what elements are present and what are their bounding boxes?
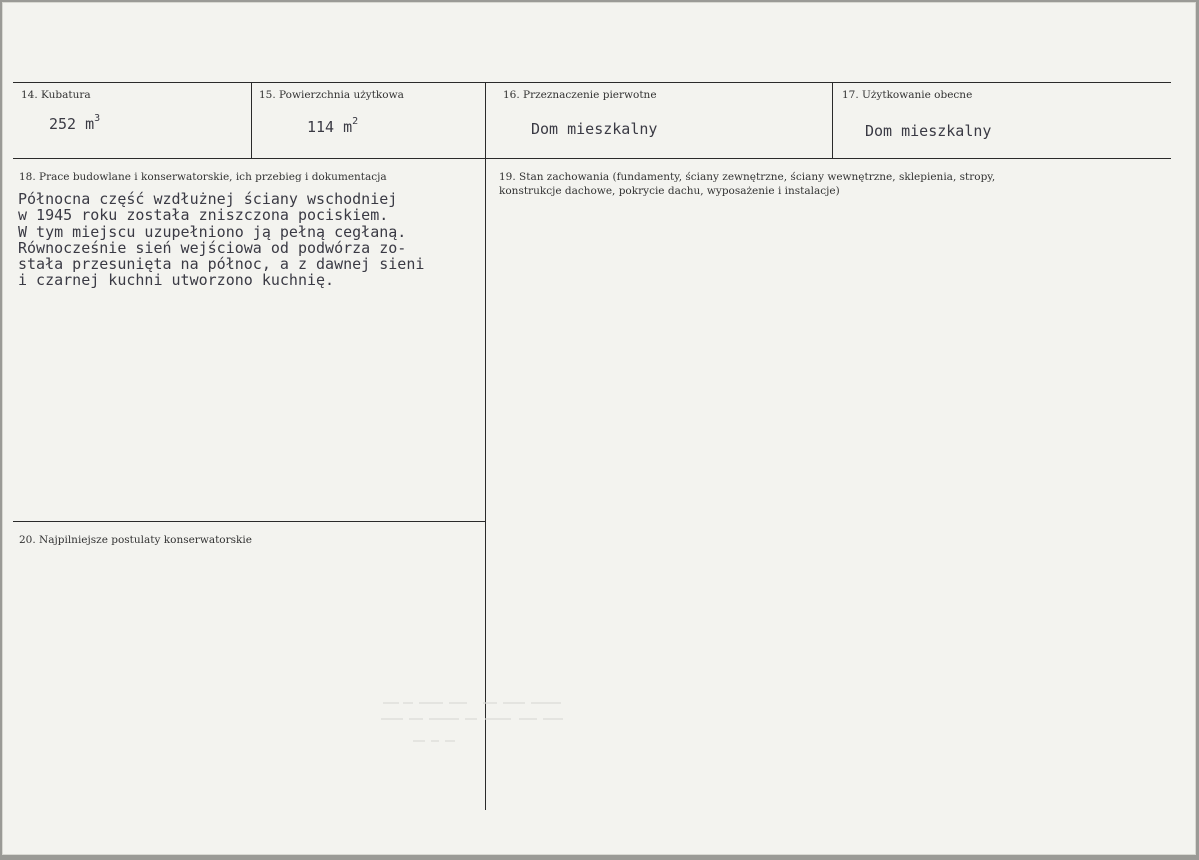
divider-16-17 — [832, 82, 833, 159]
field-14-value-text: 252 m — [49, 115, 95, 133]
field-17-value: Dom mieszkalny — [865, 122, 992, 140]
field-16-value: Dom mieszkalny — [531, 120, 658, 138]
field-19-label-line1: 19. Stan zachowania (fundamenty, ściany zewnętrzne, ściany wewnętrzne, sklepienia, stropy, — [499, 171, 996, 183]
field-16-label: 16. Przeznaczenie pierwotne — [503, 89, 657, 101]
field-18-label: 18. Prace budowlane i konserwatorskie, ich przebieg i dokumentacja — [19, 171, 387, 183]
section-18-20-rule — [13, 521, 486, 522]
field-14-value — [49, 115, 100, 133]
show-through-marks — [373, 695, 593, 765]
field-15-exponent: 2 — [352, 116, 359, 127]
field-15-value — [307, 118, 358, 136]
divider-14-15 — [251, 82, 252, 159]
field-15-label: 15. Powierzchnia użytkowa — [259, 89, 404, 101]
field-14-label: 14. Kubatura — [21, 89, 91, 101]
field-18-line: W tym miejscu uzupełniono ją pełną cegłaną. — [18, 222, 407, 241]
field-18-line: w 1945 roku została zniszczona pociskiem. — [18, 206, 389, 225]
field-18-text — [18, 191, 424, 289]
field-15-value-text: 114 m — [307, 118, 353, 136]
reverse-side-show-through — [373, 695, 593, 765]
divider-15-16 — [485, 82, 486, 159]
field-17-label: 17. Użytkowanie obecne — [842, 89, 973, 101]
field-14-exponent: 3 — [94, 113, 101, 124]
document-card — [2, 2, 1196, 855]
field-19-label-line2: konstrukcje dachowe, pokrycie dachu, wyposażenie i instalacje) — [499, 185, 840, 197]
field-18-line: i czarnej kuchni utworzono kuchnię. — [18, 271, 335, 290]
field-18-line: Północna część wzdłużnej ściany wschodniej — [18, 190, 398, 208]
field-18-line: Równocześnie sień wejściowa od podwórza zo- — [18, 238, 407, 257]
middle-row-rule — [13, 158, 1171, 159]
top-row-rule — [13, 82, 1171, 83]
field-20-label: 20. Najpilniejsze postulaty konserwatorskie — [19, 534, 252, 546]
field-18-line: stała przesunięta na północ, a z dawnej sieni — [18, 255, 425, 274]
